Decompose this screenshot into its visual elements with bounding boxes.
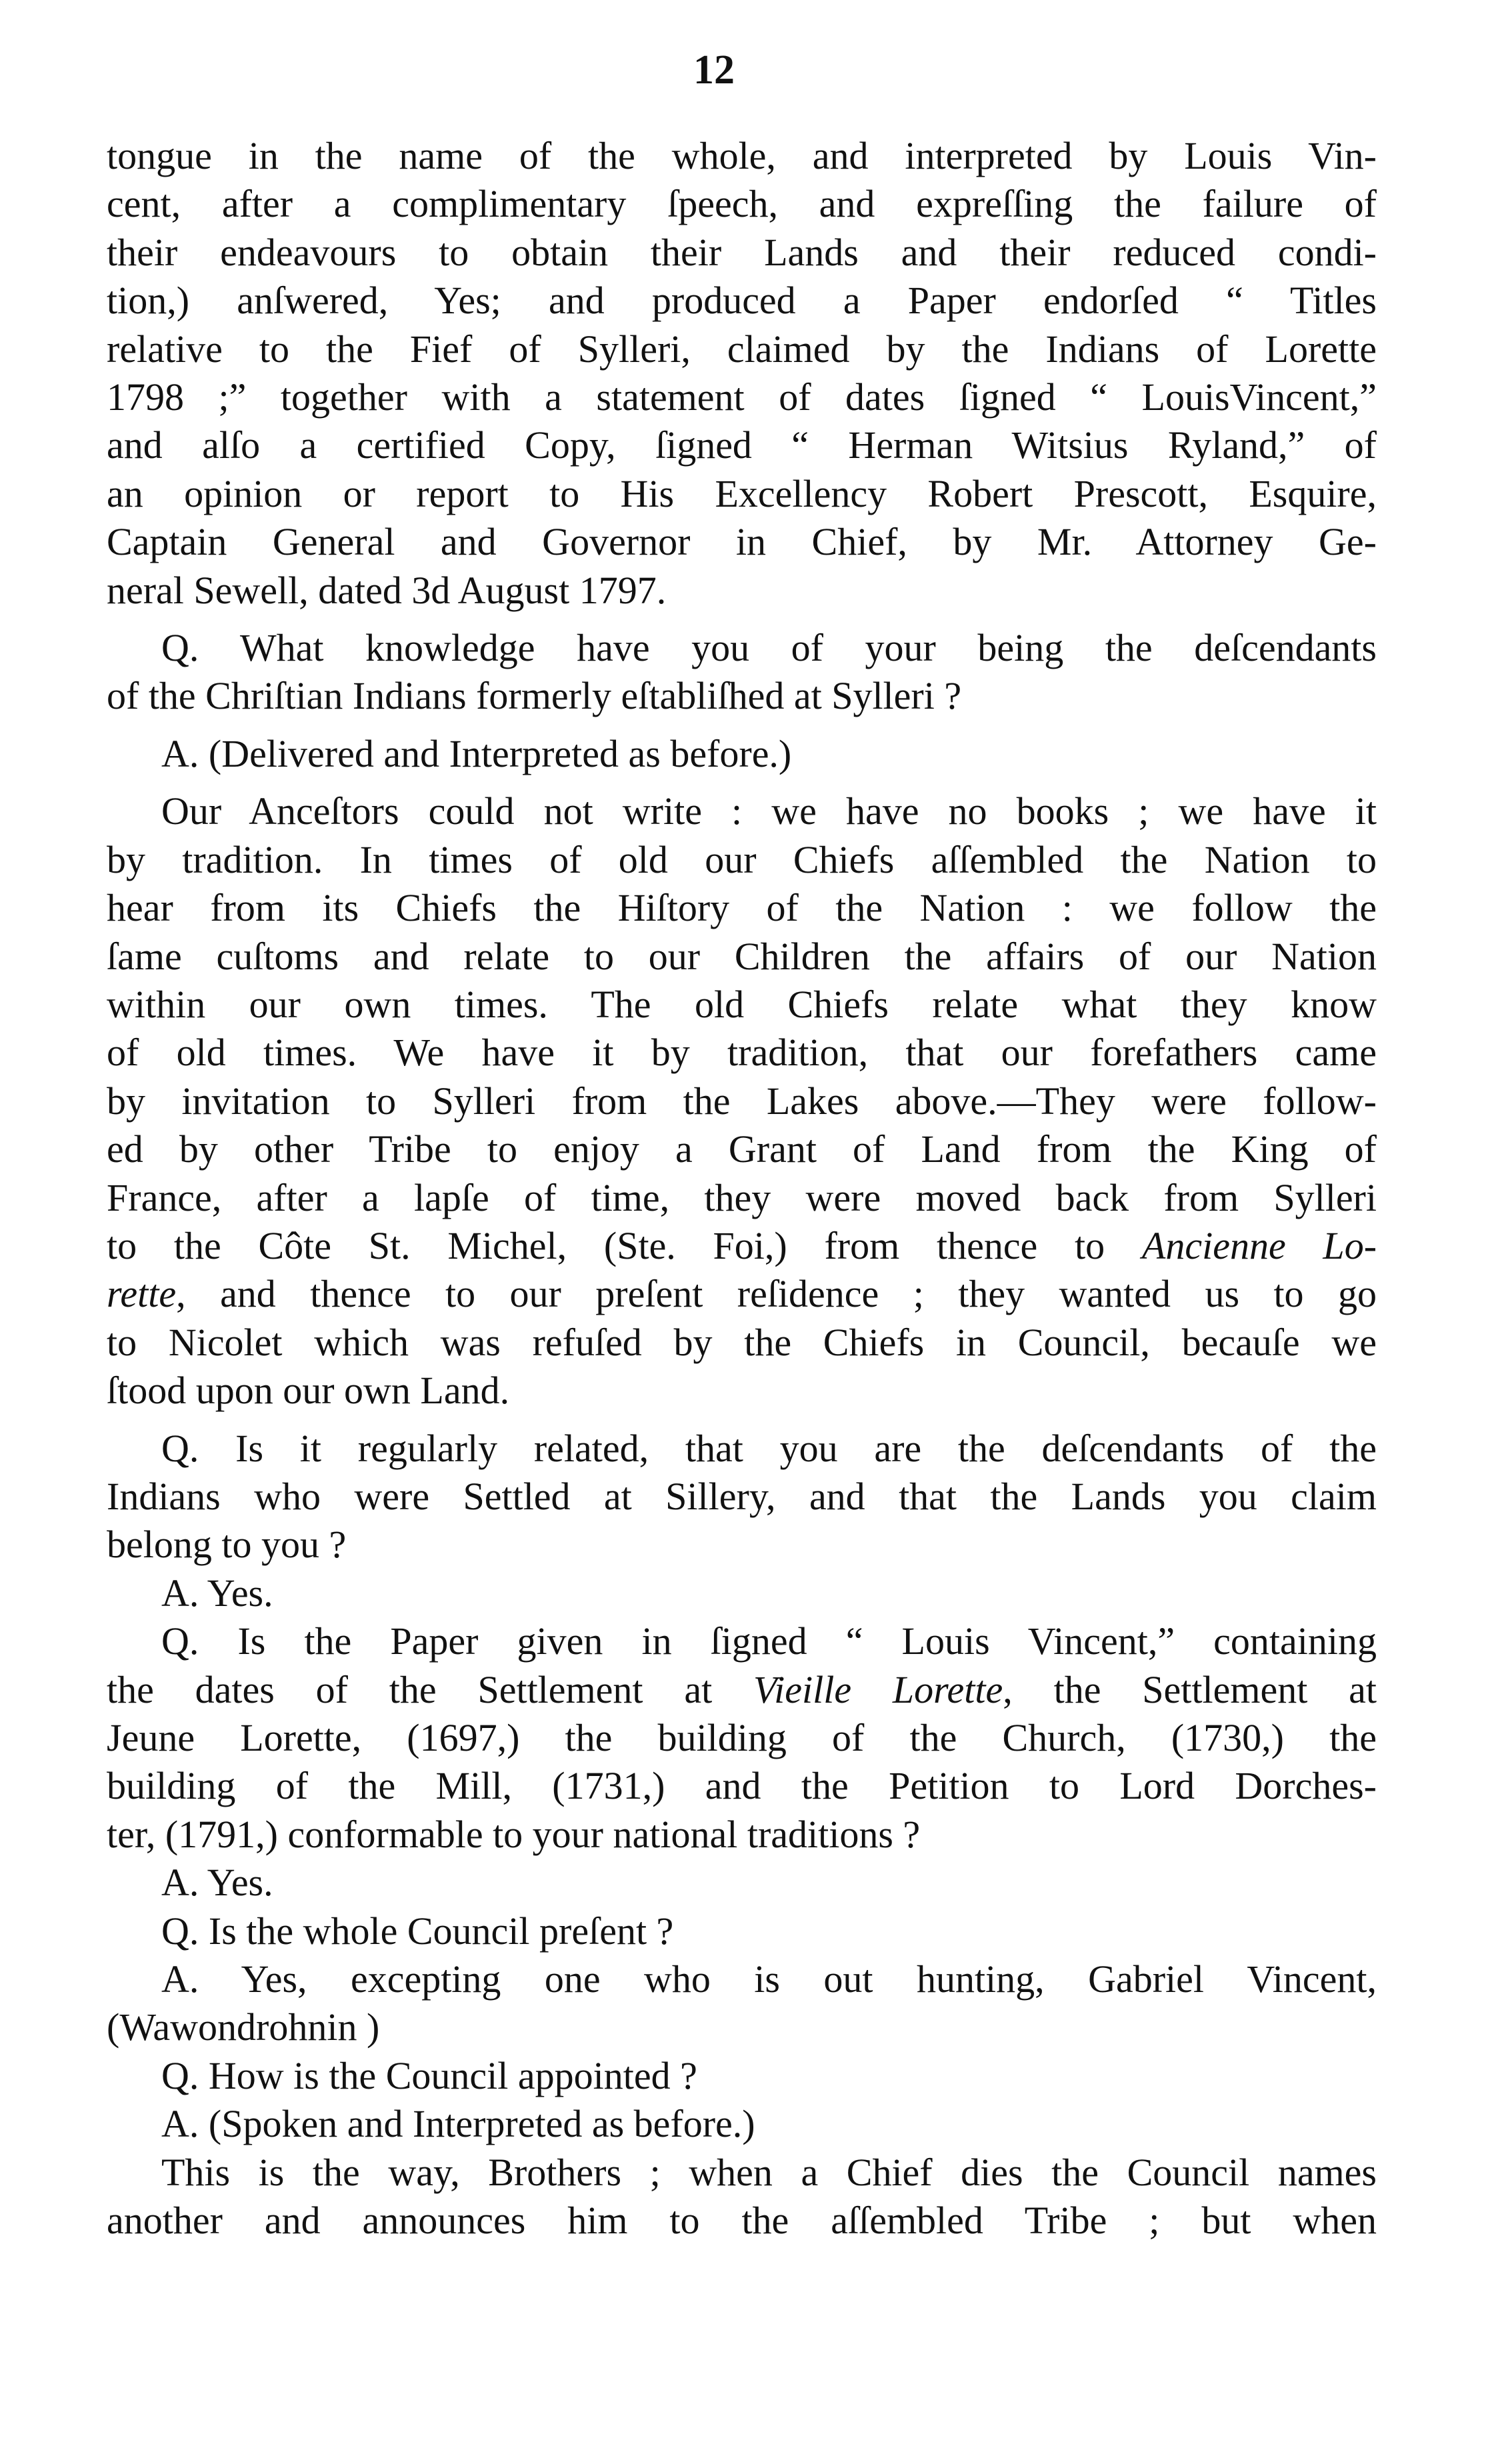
text-line: Our Anceſtors could not write : we have no books ; we have it: [161, 789, 1377, 833]
document-body: [107, 132, 1377, 2245]
text-line: A. Yes, excepting one who is out hunting, Gabriel Vincent,: [161, 1957, 1377, 2001]
text-line: Captain General and Governor in Chief, by Mr. Attorney Ge-: [107, 520, 1377, 564]
question-descendants: [107, 1425, 1377, 1569]
text-line: by invitation to Sylleri from the Lakes above.—They were follow-: [107, 1079, 1377, 1123]
text-line: and alſo a certified Copy, ſigned “ Herman Witsius Ryland,” of: [107, 423, 1377, 467]
text-line: ſame cuſtoms and relate to our Children the affairs of our Nation: [107, 934, 1377, 978]
text-line: (Wawondrohnin ): [107, 2005, 380, 2049]
text-line: Q. How is the Council appointed ?: [161, 2053, 697, 2097]
text-line: [107, 1270, 1377, 1318]
question-knowledge-cont: [107, 672, 1377, 720]
text-line: A. Yes.: [161, 1861, 273, 1905]
text-line: 1798 ;” together with a statement of dates ſigned “ LouisVincent,”: [107, 375, 1377, 419]
text-line: Jeune Lorette, (1697,) the building of the Church, (1730,) the: [107, 1716, 1377, 1759]
paragraph-way: [107, 2149, 1377, 2245]
text-line: belong to you ?: [107, 1523, 347, 1567]
paragraph-ancestors: [107, 787, 1377, 1415]
text-line: Q. What knowledge have you of your being the deſcendants: [161, 626, 1377, 670]
text-line: cent, after a complimentary ſpeech, and expreſſing the failure of: [107, 182, 1377, 226]
answer-delivered: [107, 730, 1377, 778]
question-council-present: [107, 1907, 1377, 1955]
question-council-appointed: [107, 2052, 1377, 2100]
text-line: tongue in the name of the whole, and interpreted by Louis Vin-: [107, 134, 1377, 177]
text-line: relative to the Fief of Sylleri, claimed by the Indians of Lorette: [107, 327, 1377, 371]
text-line: an opinion or report to His Excellency Robert Prescott, Esquire,: [107, 471, 1377, 515]
text-line: of old times. We have it by tradition, that our forefathers came: [107, 1031, 1377, 1075]
text-line: within our own times. The old Chiefs relate what they know: [107, 982, 1377, 1026]
text-fragment: , the Settlement at: [1003, 1667, 1377, 1711]
answer-spoken: [107, 2100, 1377, 2148]
text-fragment: to the Côte St. Michel, (Ste. Foi,) from thence to: [107, 1223, 1105, 1267]
paragraph-opening: [107, 132, 1377, 615]
text-line: [107, 1222, 1377, 1270]
text-line: tion,) anſwered, Yes; and produced a Paper endorſed “ Titles: [107, 279, 1377, 323]
text-fragment: , and thence to our preſent reſidence ; they wanted us to go: [176, 1272, 1377, 1316]
answer-yes: [107, 1859, 1377, 1907]
text-line: [107, 1666, 1377, 1714]
italic-place-name: rette: [107, 1272, 177, 1316]
question-paper: [107, 1617, 1377, 1859]
answer-yes: [107, 1569, 1377, 1617]
text-line: building of the Mill, (1731,) and the Petition to Lord Dorches-: [107, 1764, 1377, 1808]
text-fragment: the dates of the Settlement at: [107, 1667, 713, 1711]
text-line: A. (Spoken and Interpreted as before.): [161, 2102, 755, 2146]
text-line: Q. Is the whole Council preſent ?: [161, 1909, 674, 1953]
text-line: ſtood upon our own Land.: [107, 1369, 510, 1413]
italic-place-name: Ancienne Lo-: [1141, 1223, 1377, 1267]
text-line: France, after a lapſe of time, they were moved back from Sylleri: [107, 1175, 1377, 1219]
question-knowledge: [107, 624, 1377, 672]
text-line: Indians who were Settled at Sillery, and that the Lands you claim: [107, 1474, 1377, 1518]
page-number: 12: [693, 47, 735, 93]
text-line: their endeavours to obtain their Lands and their reduced condi-: [107, 230, 1377, 274]
text-line: of the Chriſtian Indians formerly eſtabliſhed at Sylleri ?: [107, 674, 962, 718]
text-line: A. Yes.: [161, 1571, 273, 1615]
text-line: A. (Delivered and Interpreted as before.): [161, 731, 792, 775]
text-line: ter, (1791,) conformable to your national traditions ?: [107, 1812, 921, 1856]
text-line: ed by other Tribe to enjoy a Grant of Land from the King of: [107, 1127, 1377, 1171]
text-line: hear from its Chiefs the Hiſtory of the Nation : we follow the: [107, 886, 1377, 930]
text-line: Q. Is it regularly related, that you are the deſcendants of the: [161, 1426, 1377, 1470]
text-line: neral Sewell, dated 3d August 1797.: [107, 568, 667, 612]
text-line: This is the way, Brothers ; when a Chief dies the Council names: [161, 2150, 1377, 2194]
text-line: by tradition. In times of old our Chiefs aſſembled the Nation to: [107, 837, 1377, 881]
text-line: another and announces him to the aſſembled Tribe ; but when: [107, 2199, 1377, 2243]
answer-excepting: [107, 1955, 1377, 2052]
italic-place-name: Vieille Lorette: [753, 1667, 1003, 1711]
text-line: to Nicolet which was refuſed by the Chiefs in Council, becauſe we: [107, 1320, 1377, 1364]
text-line: Q. Is the Paper given in ſigned “ Louis Vincent,” containing: [161, 1619, 1377, 1663]
